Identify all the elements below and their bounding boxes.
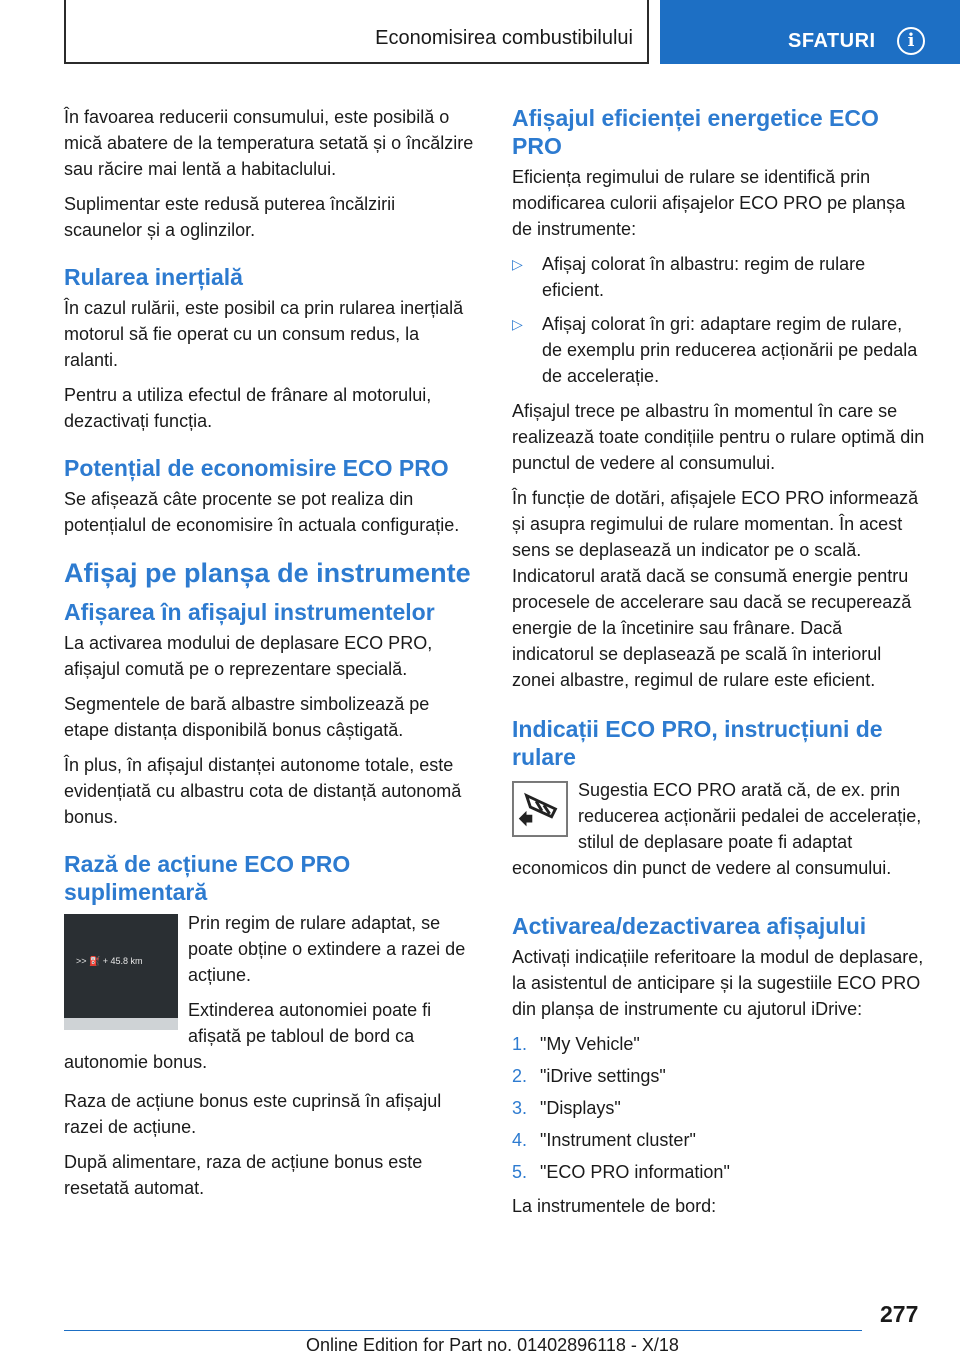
- paragraph: În favoarea reducerii consumului, este posibilă o mică abatere de la temperatura setată și o încălzire sau răcire mai lentă a habitaclului.: [64, 107, 474, 179]
- paragraph: La activarea modului de deplasare ECO PRO, afișajul comută pe o reprezentare specială.: [64, 633, 433, 679]
- heading-raza-actiune: Rază de acțiune ECO PRO suplimentară: [64, 851, 351, 905]
- header-tab-sfaturi[interactable]: [660, 0, 960, 64]
- eco-pedal-hint-icon: [512, 781, 568, 842]
- heading-eficienta-eco-pro: Afișajul eficienței energetice ECO PRO: [512, 105, 879, 159]
- heading-activarea-afisajului: Activarea/dezactivarea afișajului: [512, 913, 867, 939]
- range-image-text: >> ⛽ + 45.8 km: [76, 956, 143, 966]
- footer-divider: [64, 1330, 862, 1331]
- heading-afisarea-instrumente: Afișarea în afișajul instrumentelor: [64, 599, 435, 625]
- paragraph: În cazul rulării, este posibil ca prin rularea inerțială motorul să fie operat cu un consum redus, la ralanti.: [64, 298, 464, 370]
- list-item: 3. "Displays": [512, 1098, 621, 1118]
- list-item: ▷ Afișaj colorat în gri: adaptare regim de rulare, de exemplu prin reducerea acționării pe pedala de accelerație.: [512, 311, 926, 389]
- list-item: 4. "Instrument cluster": [512, 1130, 696, 1150]
- list-item: 2. "iDrive settings": [512, 1066, 666, 1086]
- paragraph: Eficiența regimului de rulare se identifică prin modificarea culorii afișajelor ECO PRO pe planșa de instrumente:: [512, 167, 906, 239]
- steps-list: [512, 1031, 926, 1185]
- paragraph: Segmentele de bară albastre simbolizează pe etape distanța disponibilă bonus câștigată.: [64, 694, 430, 740]
- paragraph: Activați indicațiile referitoare la modul de deplasare, la asistentul de anticipare și la sugestiile ECO PRO din planșa de instrumente cu ajutorul iDrive:: [512, 947, 924, 1019]
- right-column: [512, 104, 926, 1228]
- tab-label: SFATURI: [788, 30, 876, 52]
- list-item: ▷ Afișaj colorat în albastru: regim de rulare eficient.: [512, 251, 926, 303]
- header-section-box: [64, 0, 649, 64]
- page-number: 277: [880, 1301, 919, 1327]
- bullet-list: [512, 251, 926, 389]
- range-image-block: [64, 910, 478, 1084]
- eco-hint-block: [512, 777, 926, 890]
- triangle-bullet-icon: ▷: [512, 316, 523, 332]
- paragraph: Se afișează câte procente se pot realiza din potențialul de economisire în actuala configurație.: [64, 489, 460, 535]
- paragraph: După alimentare, raza de acțiune bonus este resetată automat.: [64, 1152, 423, 1198]
- list-item: 1. "My Vehicle": [512, 1034, 640, 1054]
- paragraph: Afișajul trece pe albastru în momentul în care se realizează toate condițiile pentru o rulare optimă din punctul de vedere al consumului.: [512, 401, 925, 473]
- section-title: Economisirea combustibilului: [375, 27, 633, 49]
- heading-potential-economisire: Potențial de economisire ECO PRO: [64, 455, 449, 481]
- paragraph: Suplimentar este redusă puterea încălzirii scaunelor și a oglinzilor.: [64, 194, 396, 240]
- paragraph: Prin regim de rulare adaptat, se poate obține o extindere a razei de acțiune.: [188, 913, 466, 985]
- paragraph: La instrumentele de bord:: [512, 1196, 717, 1216]
- list-item: 5. "ECO PRO information": [512, 1162, 730, 1182]
- paragraph: Extinderea autonomiei poate fi afișată pe tabloul de bord ca autonomie bonus.: [64, 1000, 432, 1072]
- paragraph: În funcție de dotări, afișajele ECO PRO informează și asupra regimului de rulare momentan. În acest sens se deplasează un indicator pe o scală. Indicatorul arată dacă se consumă energie pentru procesele de accelerare sau dacă se recuperează energie de la încetinire sau frânare. Dacă indicatorul se deplasează pe scală în interiorul zonei albastre, regimul de rulare este eficient.: [512, 488, 919, 690]
- heading-indicatii-eco-pro: Indicații ECO PRO, instrucțiuni de rulare: [512, 716, 883, 770]
- paragraph: Sugestia ECO PRO arată că, de ex. prin reducerea acționării pedalei de accelerație, stilul de deplasare poate fi adaptat economicos din punct de vedere al consumului.: [512, 780, 922, 878]
- heading-rularea-inertiala: Rularea inerțială: [64, 264, 243, 290]
- info-circle-icon[interactable]: i: [897, 27, 925, 55]
- paragraph: Pentru a utiliza efectul de frânare al motorului, dezactivați funcția.: [64, 385, 432, 431]
- paragraph: În plus, în afișajul distanței autonome totale, este evidențiată cu albastru cota de distanță autonomă bonus.: [64, 755, 462, 827]
- paragraph: Raza de acțiune bonus este cuprinsă în afișajul razei de acțiune.: [64, 1091, 442, 1137]
- footer-edition: Online Edition for Part no. 01402896118 - X/18: [306, 1335, 679, 1355]
- left-column: [64, 104, 478, 1210]
- heading-afisaj-plansa: Afișaj pe planșa de instrumente: [64, 558, 471, 588]
- range-display-image: [64, 914, 178, 1030]
- triangle-bullet-icon: ▷: [512, 256, 523, 272]
